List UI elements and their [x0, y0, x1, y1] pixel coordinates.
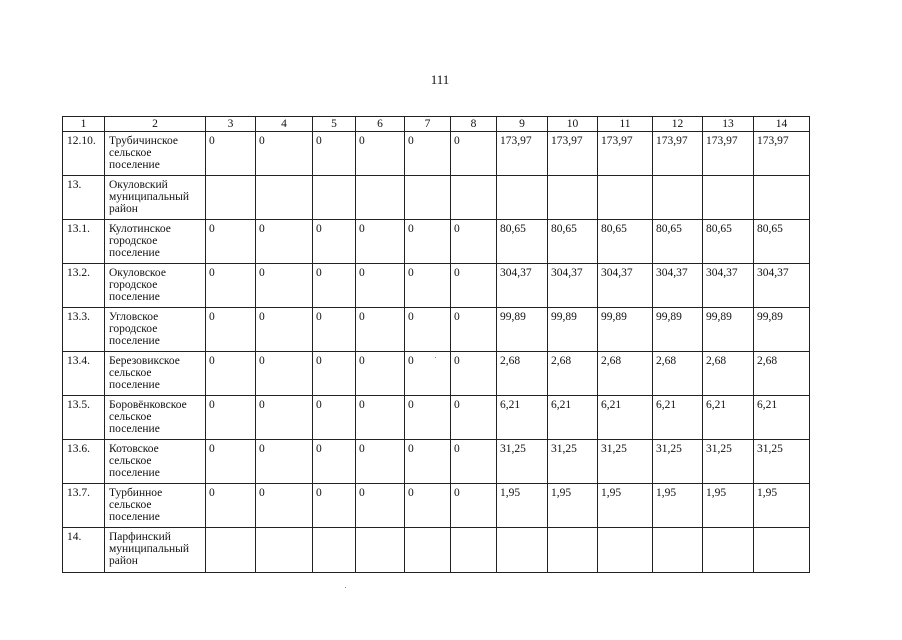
- table-row: [63, 132, 810, 176]
- page-number: 111: [430, 72, 450, 87]
- value-cell-col-12: 80,65: [653, 220, 703, 264]
- table-row: [63, 528, 810, 573]
- value-cell-col-10: [548, 528, 598, 573]
- row-code-cell: 13.7.: [63, 484, 105, 528]
- value-cell-col-12: 173,97: [653, 132, 703, 176]
- column-header-13: 13: [703, 117, 754, 132]
- scan-speck: [345, 587, 346, 588]
- value-cell-col-14: 31,25: [754, 440, 810, 484]
- value-cell-col-11: 304,37: [598, 264, 653, 308]
- value-cell-col-14: [754, 176, 810, 220]
- table-body: [63, 117, 810, 573]
- value-cell-col-10: 80,65: [548, 220, 598, 264]
- value-cell-col-5: 0: [313, 308, 356, 352]
- value-cell-col-5: 0: [313, 132, 356, 176]
- row-code-cell: 13.1.: [63, 220, 105, 264]
- value-cell-col-12: 99,89: [653, 308, 703, 352]
- row-code-cell: 13.6.: [63, 440, 105, 484]
- value-cell-col-13: 1,95: [703, 484, 754, 528]
- value-cell-col-6: [356, 528, 405, 573]
- value-cell-col-3: 0: [206, 352, 256, 396]
- row-name-cell: Котовское сельское поселение: [105, 440, 206, 484]
- value-cell-col-11: 173,97: [598, 132, 653, 176]
- value-cell-col-4: 0: [256, 132, 313, 176]
- value-cell-col-14: 173,97: [754, 132, 810, 176]
- value-cell-col-11: 99,89: [598, 308, 653, 352]
- value-cell-col-11: [598, 528, 653, 573]
- value-cell-col-8: [451, 528, 497, 573]
- value-cell-col-4: 0: [256, 308, 313, 352]
- value-cell-col-11: 2,68: [598, 352, 653, 396]
- value-cell-col-6: 0: [356, 352, 405, 396]
- value-cell-col-3: 0: [206, 440, 256, 484]
- value-cell-col-10: 173,97: [548, 132, 598, 176]
- value-cell-col-12: [653, 528, 703, 573]
- value-cell-col-14: 1,95: [754, 484, 810, 528]
- value-cell-col-4: 0: [256, 396, 313, 440]
- value-cell-col-11: 1,95: [598, 484, 653, 528]
- table-header-row: [63, 117, 810, 132]
- value-cell-col-13: 173,97: [703, 132, 754, 176]
- value-cell-col-12: 6,21: [653, 396, 703, 440]
- value-cell-col-12: 2,68: [653, 352, 703, 396]
- value-cell-col-4: 0: [256, 484, 313, 528]
- value-cell-col-14: 2,68: [754, 352, 810, 396]
- value-cell-col-12: 304,37: [653, 264, 703, 308]
- column-header-12: 12: [653, 117, 703, 132]
- value-cell-col-8: 0: [451, 308, 497, 352]
- table-row: [63, 396, 810, 440]
- value-cell-col-13: [703, 176, 754, 220]
- row-name-cell: Окуловское городское поселение: [105, 264, 206, 308]
- value-cell-col-4: [256, 176, 313, 220]
- row-name-cell: Угловское городское поселение: [105, 308, 206, 352]
- value-cell-col-13: 2,68: [703, 352, 754, 396]
- value-cell-col-7: 0: [405, 396, 451, 440]
- value-cell-col-10: 31,25: [548, 440, 598, 484]
- value-cell-col-8: 0: [451, 264, 497, 308]
- value-cell-col-12: [653, 176, 703, 220]
- value-cell-col-4: 0: [256, 220, 313, 264]
- value-cell-col-6: 0: [356, 264, 405, 308]
- value-cell-col-9: 80,65: [497, 220, 548, 264]
- value-cell-col-6: [356, 176, 405, 220]
- column-header-6: 6: [356, 117, 405, 132]
- value-cell-col-6: 0: [356, 396, 405, 440]
- value-cell-col-11: 6,21: [598, 396, 653, 440]
- table-row: [63, 176, 810, 220]
- value-cell-col-9: 173,97: [497, 132, 548, 176]
- value-cell-col-8: 0: [451, 396, 497, 440]
- value-cell-col-3: [206, 176, 256, 220]
- value-cell-col-13: [703, 528, 754, 573]
- value-cell-col-5: 0: [313, 352, 356, 396]
- value-cell-col-6: 0: [356, 484, 405, 528]
- column-header-9: 9: [497, 117, 548, 132]
- value-cell-col-5: 0: [313, 440, 356, 484]
- value-cell-col-7: 0: [405, 264, 451, 308]
- table-row: [63, 484, 810, 528]
- value-cell-col-7: 0: [405, 352, 451, 396]
- value-cell-col-8: 0: [451, 484, 497, 528]
- value-cell-col-5: 0: [313, 220, 356, 264]
- row-code-cell: 14.: [63, 528, 105, 573]
- value-cell-col-4: 0: [256, 440, 313, 484]
- row-code-cell: 13.5.: [63, 396, 105, 440]
- value-cell-col-7: 0: [405, 308, 451, 352]
- value-cell-col-5: 0: [313, 484, 356, 528]
- value-cell-col-7: [405, 528, 451, 573]
- value-cell-col-7: [405, 176, 451, 220]
- value-cell-col-4: 0: [256, 352, 313, 396]
- value-cell-col-8: [451, 176, 497, 220]
- row-name-cell: Березовикское сельское поселение: [105, 352, 206, 396]
- row-code-cell: 13.4.: [63, 352, 105, 396]
- row-code-cell: 12.10.: [63, 132, 105, 176]
- value-cell-col-13: 304,37: [703, 264, 754, 308]
- value-cell-col-11: 31,25: [598, 440, 653, 484]
- value-cell-col-3: 0: [206, 308, 256, 352]
- row-name-cell: Кулотинское городское поселение: [105, 220, 206, 264]
- column-header-8: 8: [451, 117, 497, 132]
- value-cell-col-7: 0: [405, 132, 451, 176]
- table-row: [63, 220, 810, 264]
- value-cell-col-6: 0: [356, 132, 405, 176]
- value-cell-col-14: 80,65: [754, 220, 810, 264]
- value-cell-col-6: 0: [356, 220, 405, 264]
- value-cell-col-13: 99,89: [703, 308, 754, 352]
- column-header-4: 4: [256, 117, 313, 132]
- row-name-cell: Окуловский муниципальный район: [105, 176, 206, 220]
- column-header-11: 11: [598, 117, 653, 132]
- column-header-10: 10: [548, 117, 598, 132]
- data-table: [62, 116, 810, 573]
- value-cell-col-6: 0: [356, 440, 405, 484]
- value-cell-col-10: 99,89: [548, 308, 598, 352]
- value-cell-col-3: 0: [206, 220, 256, 264]
- value-cell-col-6: 0: [356, 308, 405, 352]
- column-header-2: 2: [105, 117, 206, 132]
- value-cell-col-12: 1,95: [653, 484, 703, 528]
- value-cell-col-9: 1,95: [497, 484, 548, 528]
- value-cell-col-13: 31,25: [703, 440, 754, 484]
- column-header-14: 14: [754, 117, 810, 132]
- value-cell-col-13: 6,21: [703, 396, 754, 440]
- table-row: [63, 308, 810, 352]
- row-code-cell: 13.3.: [63, 308, 105, 352]
- value-cell-col-14: 99,89: [754, 308, 810, 352]
- value-cell-col-14: 304,37: [754, 264, 810, 308]
- value-cell-col-10: 6,21: [548, 396, 598, 440]
- value-cell-col-7: 0: [405, 440, 451, 484]
- value-cell-col-5: [313, 528, 356, 573]
- value-cell-col-7: 0: [405, 220, 451, 264]
- column-header-3: 3: [206, 117, 256, 132]
- value-cell-col-11: 80,65: [598, 220, 653, 264]
- value-cell-col-3: 0: [206, 396, 256, 440]
- value-cell-col-10: [548, 176, 598, 220]
- value-cell-col-14: [754, 528, 810, 573]
- value-cell-col-11: [598, 176, 653, 220]
- value-cell-col-7: 0: [405, 484, 451, 528]
- value-cell-col-10: 1,95: [548, 484, 598, 528]
- value-cell-col-3: 0: [206, 132, 256, 176]
- value-cell-col-9: 2,68: [497, 352, 548, 396]
- value-cell-col-9: 6,21: [497, 396, 548, 440]
- value-cell-col-3: 0: [206, 484, 256, 528]
- value-cell-col-8: 0: [451, 132, 497, 176]
- value-cell-col-9: [497, 176, 548, 220]
- value-cell-col-13: 80,65: [703, 220, 754, 264]
- row-code-cell: 13.: [63, 176, 105, 220]
- value-cell-col-5: [313, 176, 356, 220]
- table-row: [63, 352, 810, 396]
- value-cell-col-9: 304,37: [497, 264, 548, 308]
- table-row: [63, 440, 810, 484]
- table-row: [63, 264, 810, 308]
- value-cell-col-9: 99,89: [497, 308, 548, 352]
- row-name-cell: Боровёнковское сельское поселение: [105, 396, 206, 440]
- value-cell-col-9: 31,25: [497, 440, 548, 484]
- column-header-1: 1: [63, 117, 105, 132]
- value-cell-col-9: [497, 528, 548, 573]
- value-cell-col-5: 0: [313, 264, 356, 308]
- scan-speck: [435, 357, 436, 358]
- value-cell-col-3: 0: [206, 264, 256, 308]
- column-header-5: 5: [313, 117, 356, 132]
- row-name-cell: Трубичинское сельское поселение: [105, 132, 206, 176]
- value-cell-col-12: 31,25: [653, 440, 703, 484]
- column-header-7: 7: [405, 117, 451, 132]
- value-cell-col-10: 304,37: [548, 264, 598, 308]
- value-cell-col-8: 0: [451, 440, 497, 484]
- value-cell-col-4: 0: [256, 264, 313, 308]
- row-name-cell: Турбинное сельское поселение: [105, 484, 206, 528]
- value-cell-col-8: 0: [451, 352, 497, 396]
- value-cell-col-5: 0: [313, 396, 356, 440]
- value-cell-col-14: 6,21: [754, 396, 810, 440]
- value-cell-col-8: 0: [451, 220, 497, 264]
- row-name-cell: Парфинский муниципальный район: [105, 528, 206, 573]
- value-cell-col-10: 2,68: [548, 352, 598, 396]
- value-cell-col-3: [206, 528, 256, 573]
- row-code-cell: 13.2.: [63, 264, 105, 308]
- value-cell-col-4: [256, 528, 313, 573]
